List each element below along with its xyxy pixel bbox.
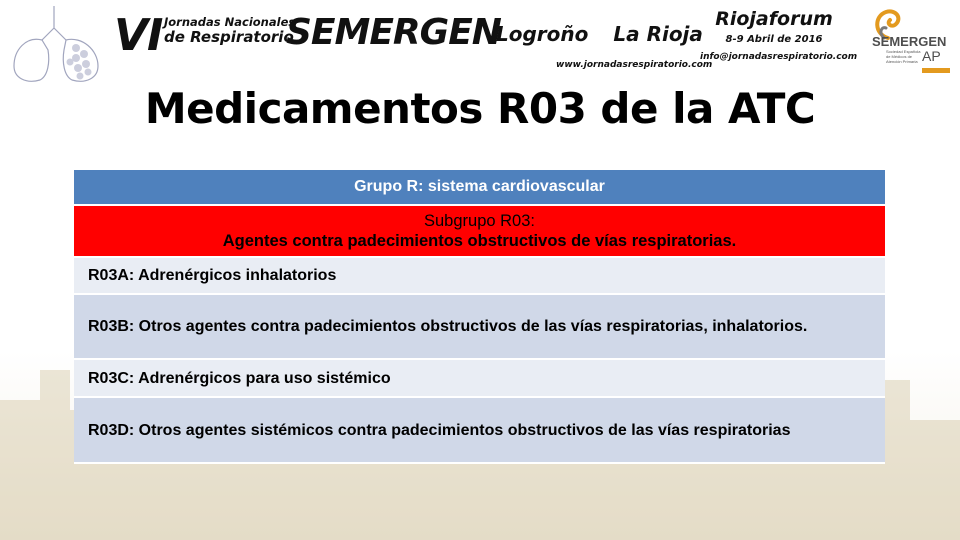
logo-suffix: AP bbox=[922, 48, 941, 64]
edition-numeral: VI bbox=[114, 10, 163, 61]
logo-brand: SEMERGEN bbox=[872, 34, 947, 49]
atc-classification-table bbox=[74, 170, 885, 464]
subgroup-header bbox=[74, 206, 885, 258]
group-header: Grupo R: sistema cardiovascular bbox=[74, 170, 885, 206]
venue-info bbox=[704, 8, 844, 46]
conference-header bbox=[0, 0, 960, 82]
website-link[interactable]: www.jornadasrespiratorio.com bbox=[556, 60, 713, 70]
region-name: La Rioja bbox=[613, 22, 703, 46]
page-title: Medicamentos R03 de la ATC bbox=[144, 84, 816, 133]
location bbox=[496, 22, 703, 46]
table-row: R03B: Otros agentes contra padecimientos obstructivos de las vías respiratorias, inhalatorios. bbox=[74, 295, 885, 360]
jornadas-label: Jornadas Nacionales de Respiratorio bbox=[164, 15, 296, 46]
contact-email[interactable]: info@jornadasrespiratorio.com bbox=[700, 52, 858, 62]
subgroup-description: Agentes contra padecimientos obstructivos de vías respiratorias. bbox=[222, 232, 737, 250]
table-row: R03A: Adrenérgicos inhalatorios bbox=[74, 258, 885, 295]
lungs-icon bbox=[6, 2, 116, 86]
table-row: R03D: Otros agentes sistémicos contra padecimientos obstructivos de las vías respiratorias bbox=[74, 398, 885, 464]
venue-name: Riojaforum bbox=[715, 8, 833, 30]
table-row: R03C: Adrenérgicos para uso sistémico bbox=[74, 360, 885, 398]
logo-subtitle: Sociedad Española de Médicos de Atención Primaria bbox=[886, 49, 921, 64]
event-dates: 8-9 Abril de 2016 bbox=[725, 34, 823, 45]
semergen-ap-logo bbox=[864, 4, 956, 84]
brand-name: SEMERGEN bbox=[286, 12, 501, 53]
city-name: Logroño bbox=[496, 22, 589, 46]
subgroup-title: Subgrupo R03: bbox=[424, 212, 535, 230]
logo-accent-stripe bbox=[922, 68, 950, 73]
